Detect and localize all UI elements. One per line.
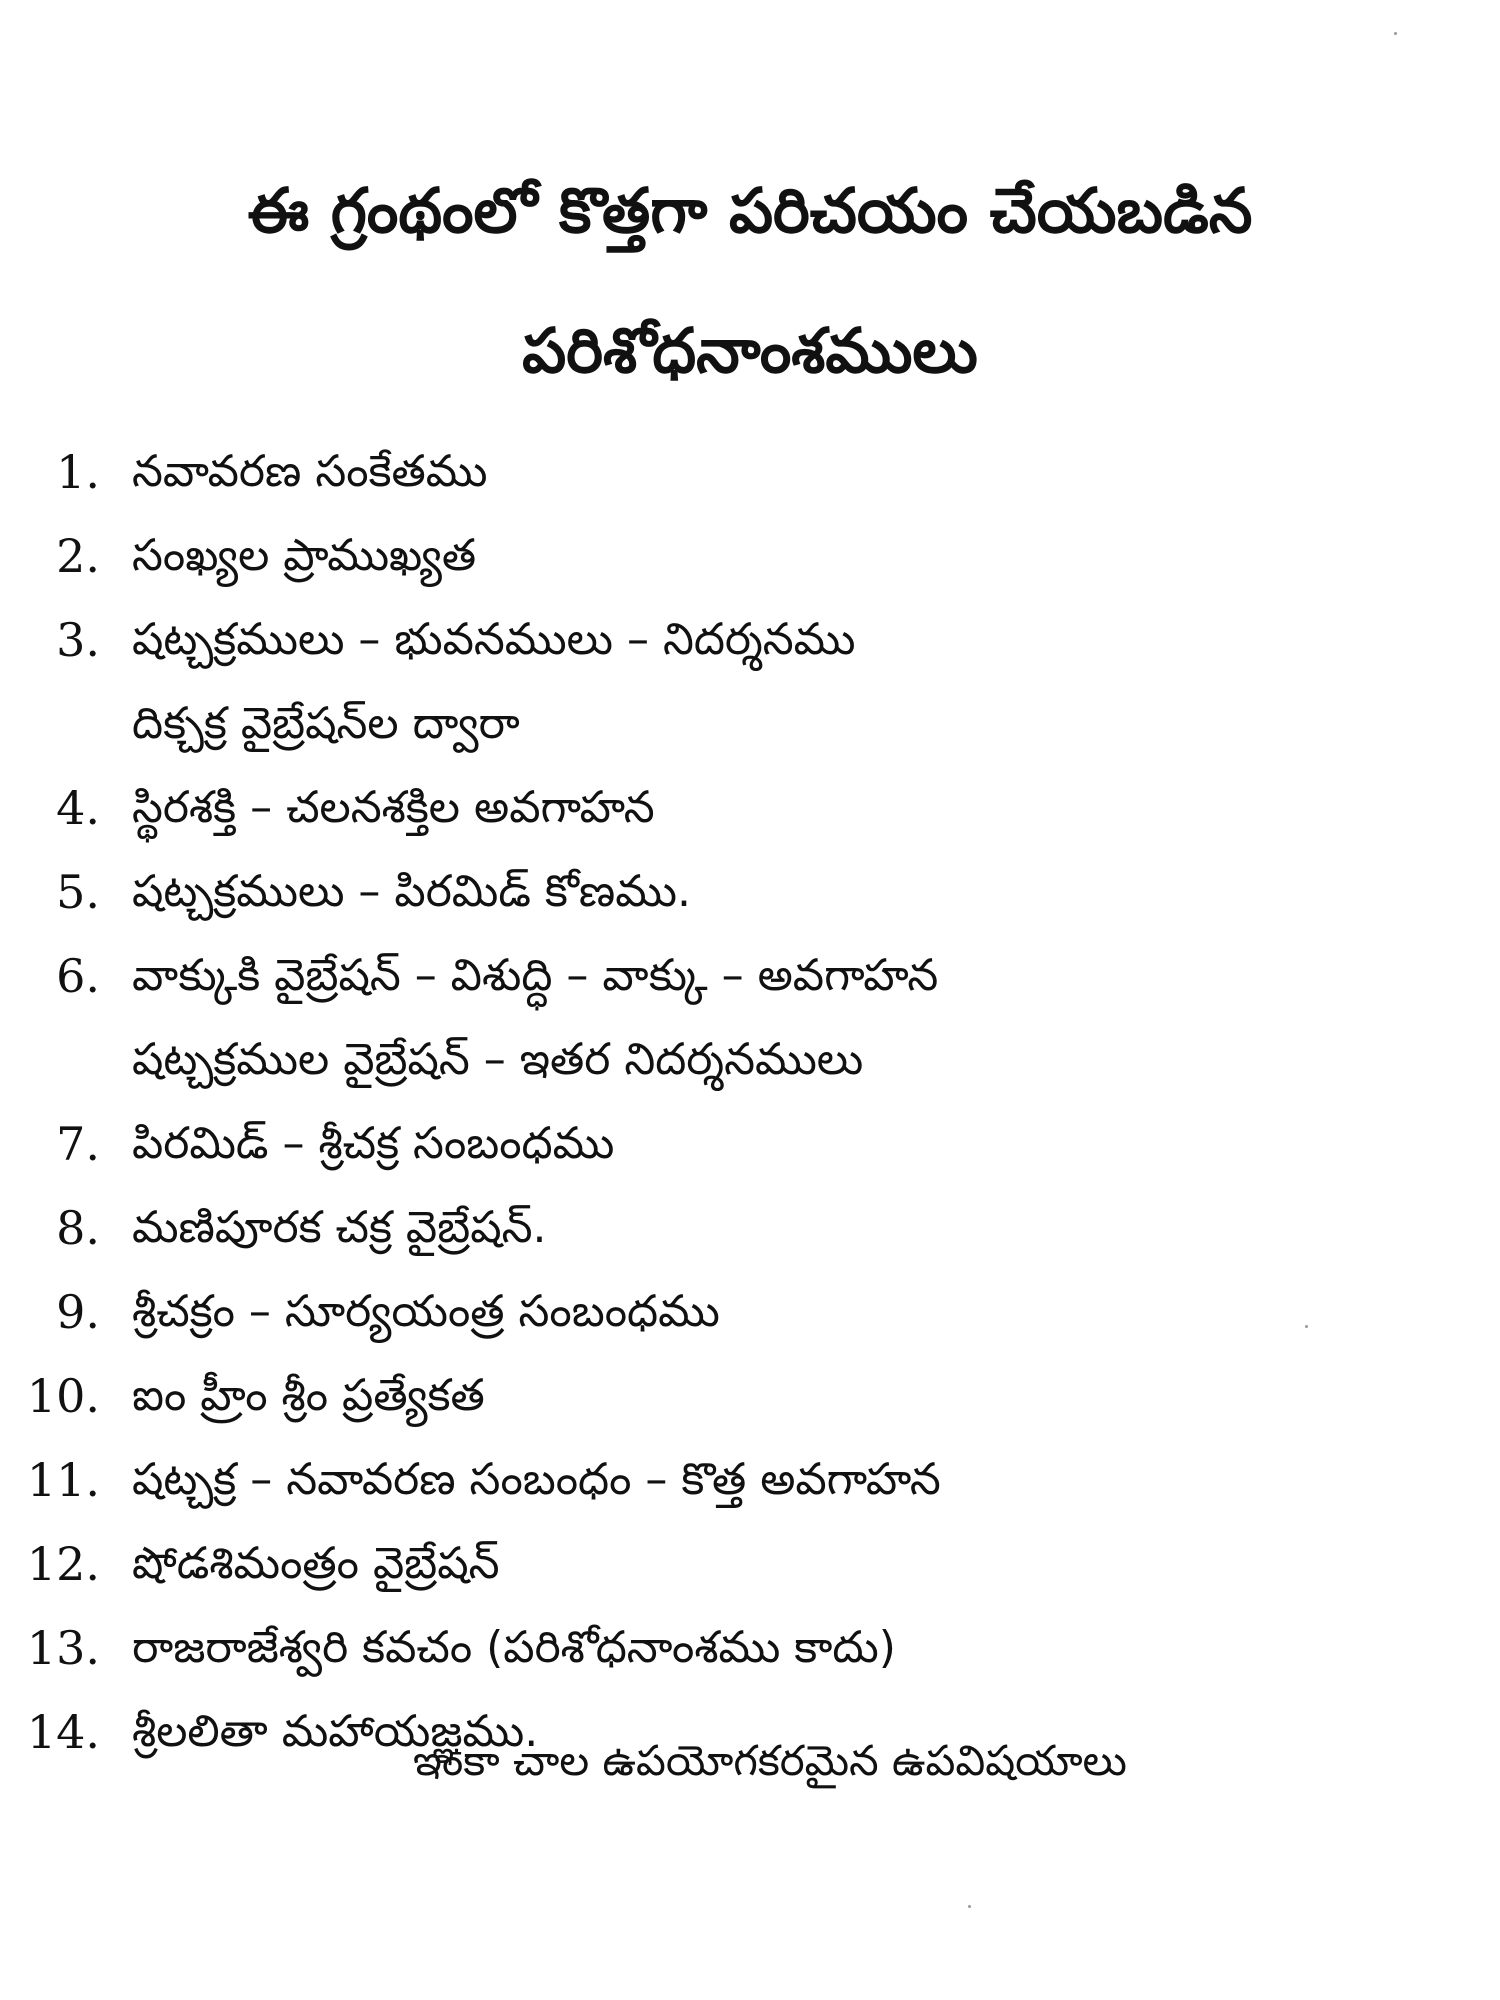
list-item: [0, 514, 1500, 598]
item-number: 2.: [56, 529, 100, 583]
list-item: [0, 598, 1500, 682]
item-text: దిక్చక్ర వైబ్రేషన్‌ల ద్వారా: [132, 698, 520, 749]
item-number: 4.: [56, 781, 100, 835]
item-text: షట్చక్ర – నవావరణ సంబంధం – కొత్త అవగాహన: [132, 1454, 941, 1505]
list-item: [0, 1438, 1500, 1522]
list-item: [0, 430, 1500, 514]
item-text: షట్చక్రముల వైబ్రేషన్ – ఇతర నిదర్శనములు: [132, 1034, 864, 1085]
list-item: [0, 934, 1500, 1018]
list-item: [0, 1354, 1500, 1438]
item-number: 14.: [26, 1705, 100, 1759]
item-number: 12.: [26, 1537, 100, 1591]
list-item: [0, 1606, 1500, 1690]
item-number: 7.: [56, 1117, 100, 1171]
item-text: నవావరణ సంకేతము: [132, 446, 488, 497]
scan-speck: [1394, 32, 1397, 35]
scan-speck: [1305, 1325, 1308, 1328]
list-item: [0, 1270, 1500, 1354]
item-text: రాజరాజేశ్వరి కవచం (పరిశోధనాంశము కాదు): [132, 1622, 896, 1673]
item-number: 9.: [56, 1285, 100, 1339]
list-item-continuation: [0, 1018, 1500, 1102]
list-item-continuation: [0, 682, 1500, 766]
item-number: 13.: [26, 1621, 100, 1675]
item-text: స్థిరశక్తి – చలనశక్తిల అవగాహన: [132, 782, 655, 833]
list-item: [0, 850, 1500, 934]
list-item: [0, 766, 1500, 850]
item-number: 8.: [56, 1201, 100, 1255]
item-number: 5.: [56, 865, 100, 919]
footer-note: ఇంకా చాల ఉపయోగకరమైన ఉపవిషయాలు: [413, 1736, 1127, 1785]
list-item: [0, 1186, 1500, 1270]
scan-speck: [968, 1905, 971, 1908]
item-text: పిరమిడ్ – శ్రీచక్ర సంబంధము: [132, 1118, 615, 1169]
item-text: ఐం హ్రీం శ్రీం ప్రత్యేకత: [132, 1370, 485, 1421]
item-text: శ్రీలలితా మహాయజ్ఞము.: [132, 1706, 539, 1757]
item-number: 6.: [56, 949, 100, 1003]
heading-line-1: ఈ గ్రంథంలో కొత్తగా పరిచయం చేయబడిన: [247, 174, 1253, 247]
item-text: షట్చక్రములు – పిరమిడ్ కోణము.: [132, 866, 691, 917]
item-text: షట్చక్రములు – భువనములు – నిదర్శనము: [132, 614, 856, 665]
list-item: [0, 1102, 1500, 1186]
item-text: సంఖ్యల ప్రాముఖ్యత: [132, 530, 477, 581]
item-number: 1.: [56, 445, 100, 499]
item-text: వాక్కుకి వైబ్రేషన్ – విశుద్ధి – వాక్కు – అవగాహన: [132, 950, 939, 1001]
item-text: మణిపూరక చక్ర వైబ్రేషన్.: [132, 1202, 547, 1253]
heading-line-2: పరిశోధనాంశములు: [522, 314, 978, 387]
item-text: షోడశిమంత్రం వైబ్రేషన్: [132, 1538, 500, 1589]
item-number: 11.: [26, 1453, 100, 1507]
list-item: [0, 1522, 1500, 1606]
item-text: శ్రీచక్రం – సూర్యయంత్ర సంబంధము: [132, 1286, 720, 1337]
item-number: 10.: [26, 1369, 100, 1423]
item-number: 3.: [56, 613, 100, 667]
